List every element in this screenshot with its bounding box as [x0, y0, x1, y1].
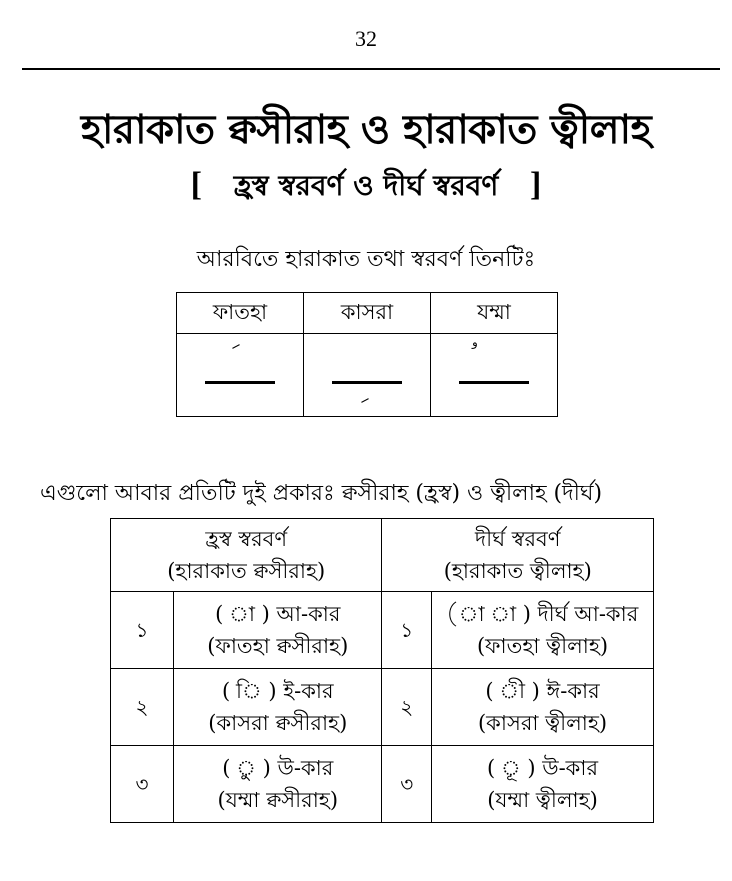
letter-line [205, 381, 275, 384]
vowel-header-row [111, 519, 654, 592]
long-vowel-cell [432, 669, 654, 746]
table-row [111, 669, 654, 746]
row-number: ১ [382, 592, 432, 669]
harakat-table [176, 292, 558, 417]
vowel-sign-label: ( ি ) ই-কার [222, 679, 334, 703]
short-vowel-cell [174, 746, 382, 823]
short-header-line1: হ্রস্ব স্বরবর্ণ [205, 527, 288, 551]
vowel-sign-label: ( া ) আ-কার [215, 602, 341, 626]
long-header-line1: দীর্ঘ স্বরবর্ণ [475, 527, 561, 551]
vowel-table [110, 518, 654, 823]
short-vowel-header [111, 519, 382, 592]
row-number: ৩ [111, 746, 174, 823]
row-number: ১ [111, 592, 174, 669]
page-number: 32 [355, 26, 377, 51]
letter-line [459, 381, 529, 384]
types-text: এগুলো আবার প্রতিটি দুই প্রকারঃ ক্বসীরাহ (হ্রস্ব) ও ত্বীলাহ (দীর্ঘ) [40, 481, 603, 506]
long-vowel-cell [432, 746, 654, 823]
row-number: ২ [111, 669, 174, 746]
long-header-line2: (হারাকাত ত্বীলাহ) [443, 559, 592, 583]
vowel-harakat-name: (যম্মা ত্বীলাহ) [487, 788, 598, 812]
vowel-harakat-name: (কাসরা ত্বীলাহ) [477, 711, 608, 735]
vowel-harakat-name: (ফাতহা ক্বসীরাহ) [207, 634, 349, 658]
subtitle-text: হ্রস্ব স্বরবর্ণ ও দীর্ঘ স্বরবর্ণ [233, 169, 499, 202]
intro-text: আরবিতে হারাকাত তথা স্বরবর্ণ তিনটিঃ [196, 247, 536, 272]
subtitle-close-bracket: ] [530, 166, 542, 203]
kasra-cell [304, 334, 431, 417]
long-vowel-header [382, 519, 654, 592]
vowel-sign-label: ( ী ) ঈ-কার [485, 679, 600, 703]
harakat-header-row [177, 293, 558, 334]
damma-mark: و [472, 335, 478, 349]
subtitle-open-bracket: [ [190, 166, 202, 203]
vowel-harakat-name: (কাসরা ক্বসীরাহ) [208, 711, 348, 735]
vowel-harakat-name: (ফাতহা ত্বীলাহ) [476, 634, 609, 658]
vowel-sign-label: ( ু ) উ-কার [222, 756, 334, 780]
page-title: হারাকাত ক্বসীরাহ ও হারাকাত ত্বীলাহ [80, 107, 652, 153]
harakat-symbol-row [177, 334, 558, 417]
long-vowel-cell [432, 592, 654, 669]
vowel-sign-label: ( ূ ) উ-কার [487, 756, 599, 780]
table-row [111, 592, 654, 669]
header-damma: যম্মা [431, 293, 558, 334]
fatha-cell [177, 334, 304, 417]
header-divider [22, 68, 720, 70]
page-subtitle [0, 164, 732, 211]
letter-line [332, 381, 402, 384]
header-kasra: কাসরা [304, 293, 431, 334]
short-vowel-cell [174, 669, 382, 746]
table-row [111, 746, 654, 823]
short-vowel-cell [174, 592, 382, 669]
damma-cell [431, 334, 558, 417]
header-fatha: ফাতহা [177, 293, 304, 334]
kasra-mark [361, 398, 369, 403]
vowel-harakat-name: (যম্মা ক্বসীরাহ) [217, 788, 339, 812]
vowel-sign-label: (া া ) দীর্ঘ আ-কার [446, 602, 639, 626]
short-header-line2: (হারাকাত ক্বসীরাহ) [167, 559, 326, 583]
row-number: ৩ [382, 746, 432, 823]
fatha-mark [232, 344, 240, 349]
row-number: ২ [382, 669, 432, 746]
